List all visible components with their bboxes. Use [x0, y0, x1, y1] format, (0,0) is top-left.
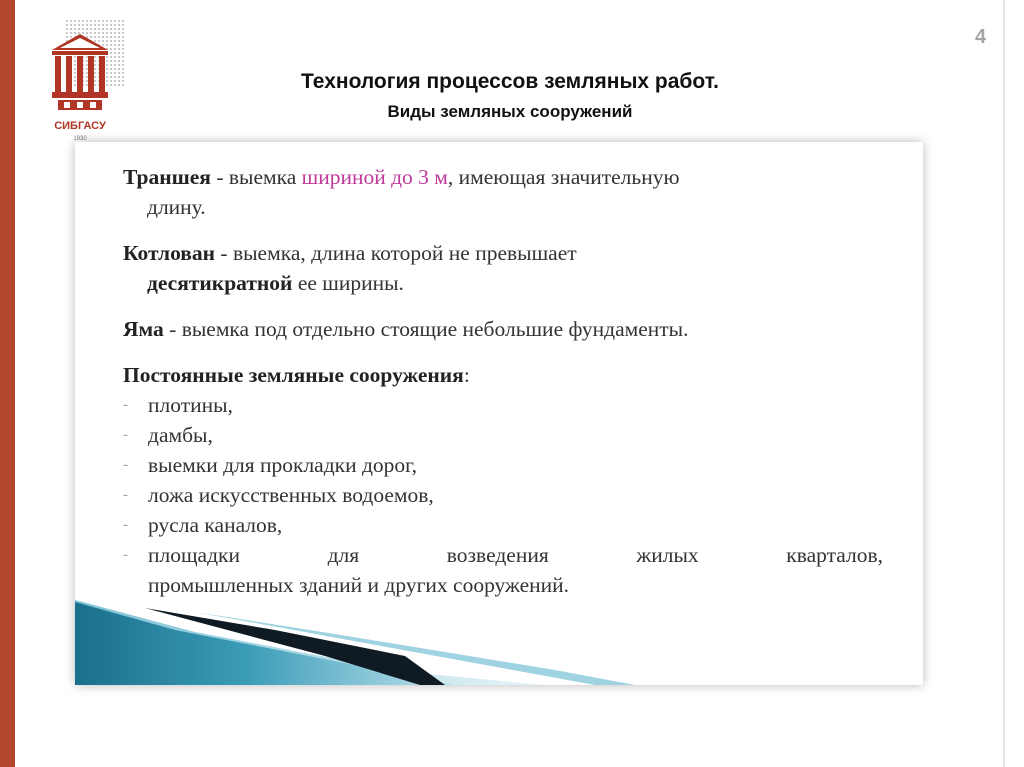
trench-dash: - выемка — [210, 165, 302, 189]
bullet-dash: - — [123, 397, 128, 413]
university-logo — [50, 16, 128, 146]
term-hole: Яма — [123, 317, 164, 341]
last-item-line1: площадки для возведения жилых кварталов, — [148, 543, 883, 567]
content-panel — [75, 142, 923, 685]
last-item-line2: промышленных зданий и других сооружений. — [148, 573, 570, 597]
content-text — [123, 162, 883, 600]
bullet-dash: - — [123, 547, 128, 563]
right-divider-line — [1003, 0, 1005, 767]
bullet-dash: - — [123, 457, 128, 473]
list-item: - выемки для прокладки дорог, — [123, 450, 883, 480]
hole-rest: - выемка под отдельно стоящие небольшие фундаменты. — [163, 317, 689, 341]
university-logo-icon — [50, 16, 128, 146]
trench-continuation: длину. — [147, 195, 206, 219]
page-number: 4 — [975, 26, 987, 48]
slide-subtitle: Виды земляных сооружений — [387, 102, 633, 121]
trench-rest: , имеющая значительную — [447, 165, 680, 189]
pit-rest: - выемка, длина которой не превышает — [215, 241, 577, 265]
bullet-dash: - — [123, 487, 128, 503]
definition-pit — [123, 238, 883, 298]
pit-cont-rest: ее ширины. — [292, 271, 404, 295]
term-trench: Траншея — [123, 165, 211, 189]
trench-highlight: шириной до 3 м — [301, 165, 448, 189]
permanent-structures — [123, 360, 883, 600]
list-item: - дамбы, — [123, 420, 883, 450]
bullet-dash: - — [123, 427, 128, 443]
list-item: - ложа искусственных водоемов, — [123, 480, 883, 510]
bullet-dash: - — [123, 517, 128, 533]
pit-continuation — [123, 268, 883, 298]
list-item — [123, 540, 883, 600]
definition-trench — [123, 162, 883, 222]
permanent-colon: : — [463, 363, 470, 387]
list-item: - плотины, — [123, 390, 883, 420]
slide-title: Технология процессов земляных работ. — [301, 70, 719, 93]
term-pit: Котлован — [123, 241, 216, 265]
permanent-list — [123, 390, 883, 600]
left-accent-bar — [0, 0, 15, 767]
permanent-heading: Постоянные земляные сооружения — [123, 363, 464, 387]
list-item: - русла каналов, — [123, 510, 883, 540]
permanent-heading-line — [123, 360, 883, 390]
logo-year: 1930 — [73, 136, 87, 142]
logo-text: СИБГАСУ — [54, 120, 106, 132]
definition-hole — [123, 314, 883, 344]
pit-bold-word: десятикратной — [147, 271, 293, 295]
